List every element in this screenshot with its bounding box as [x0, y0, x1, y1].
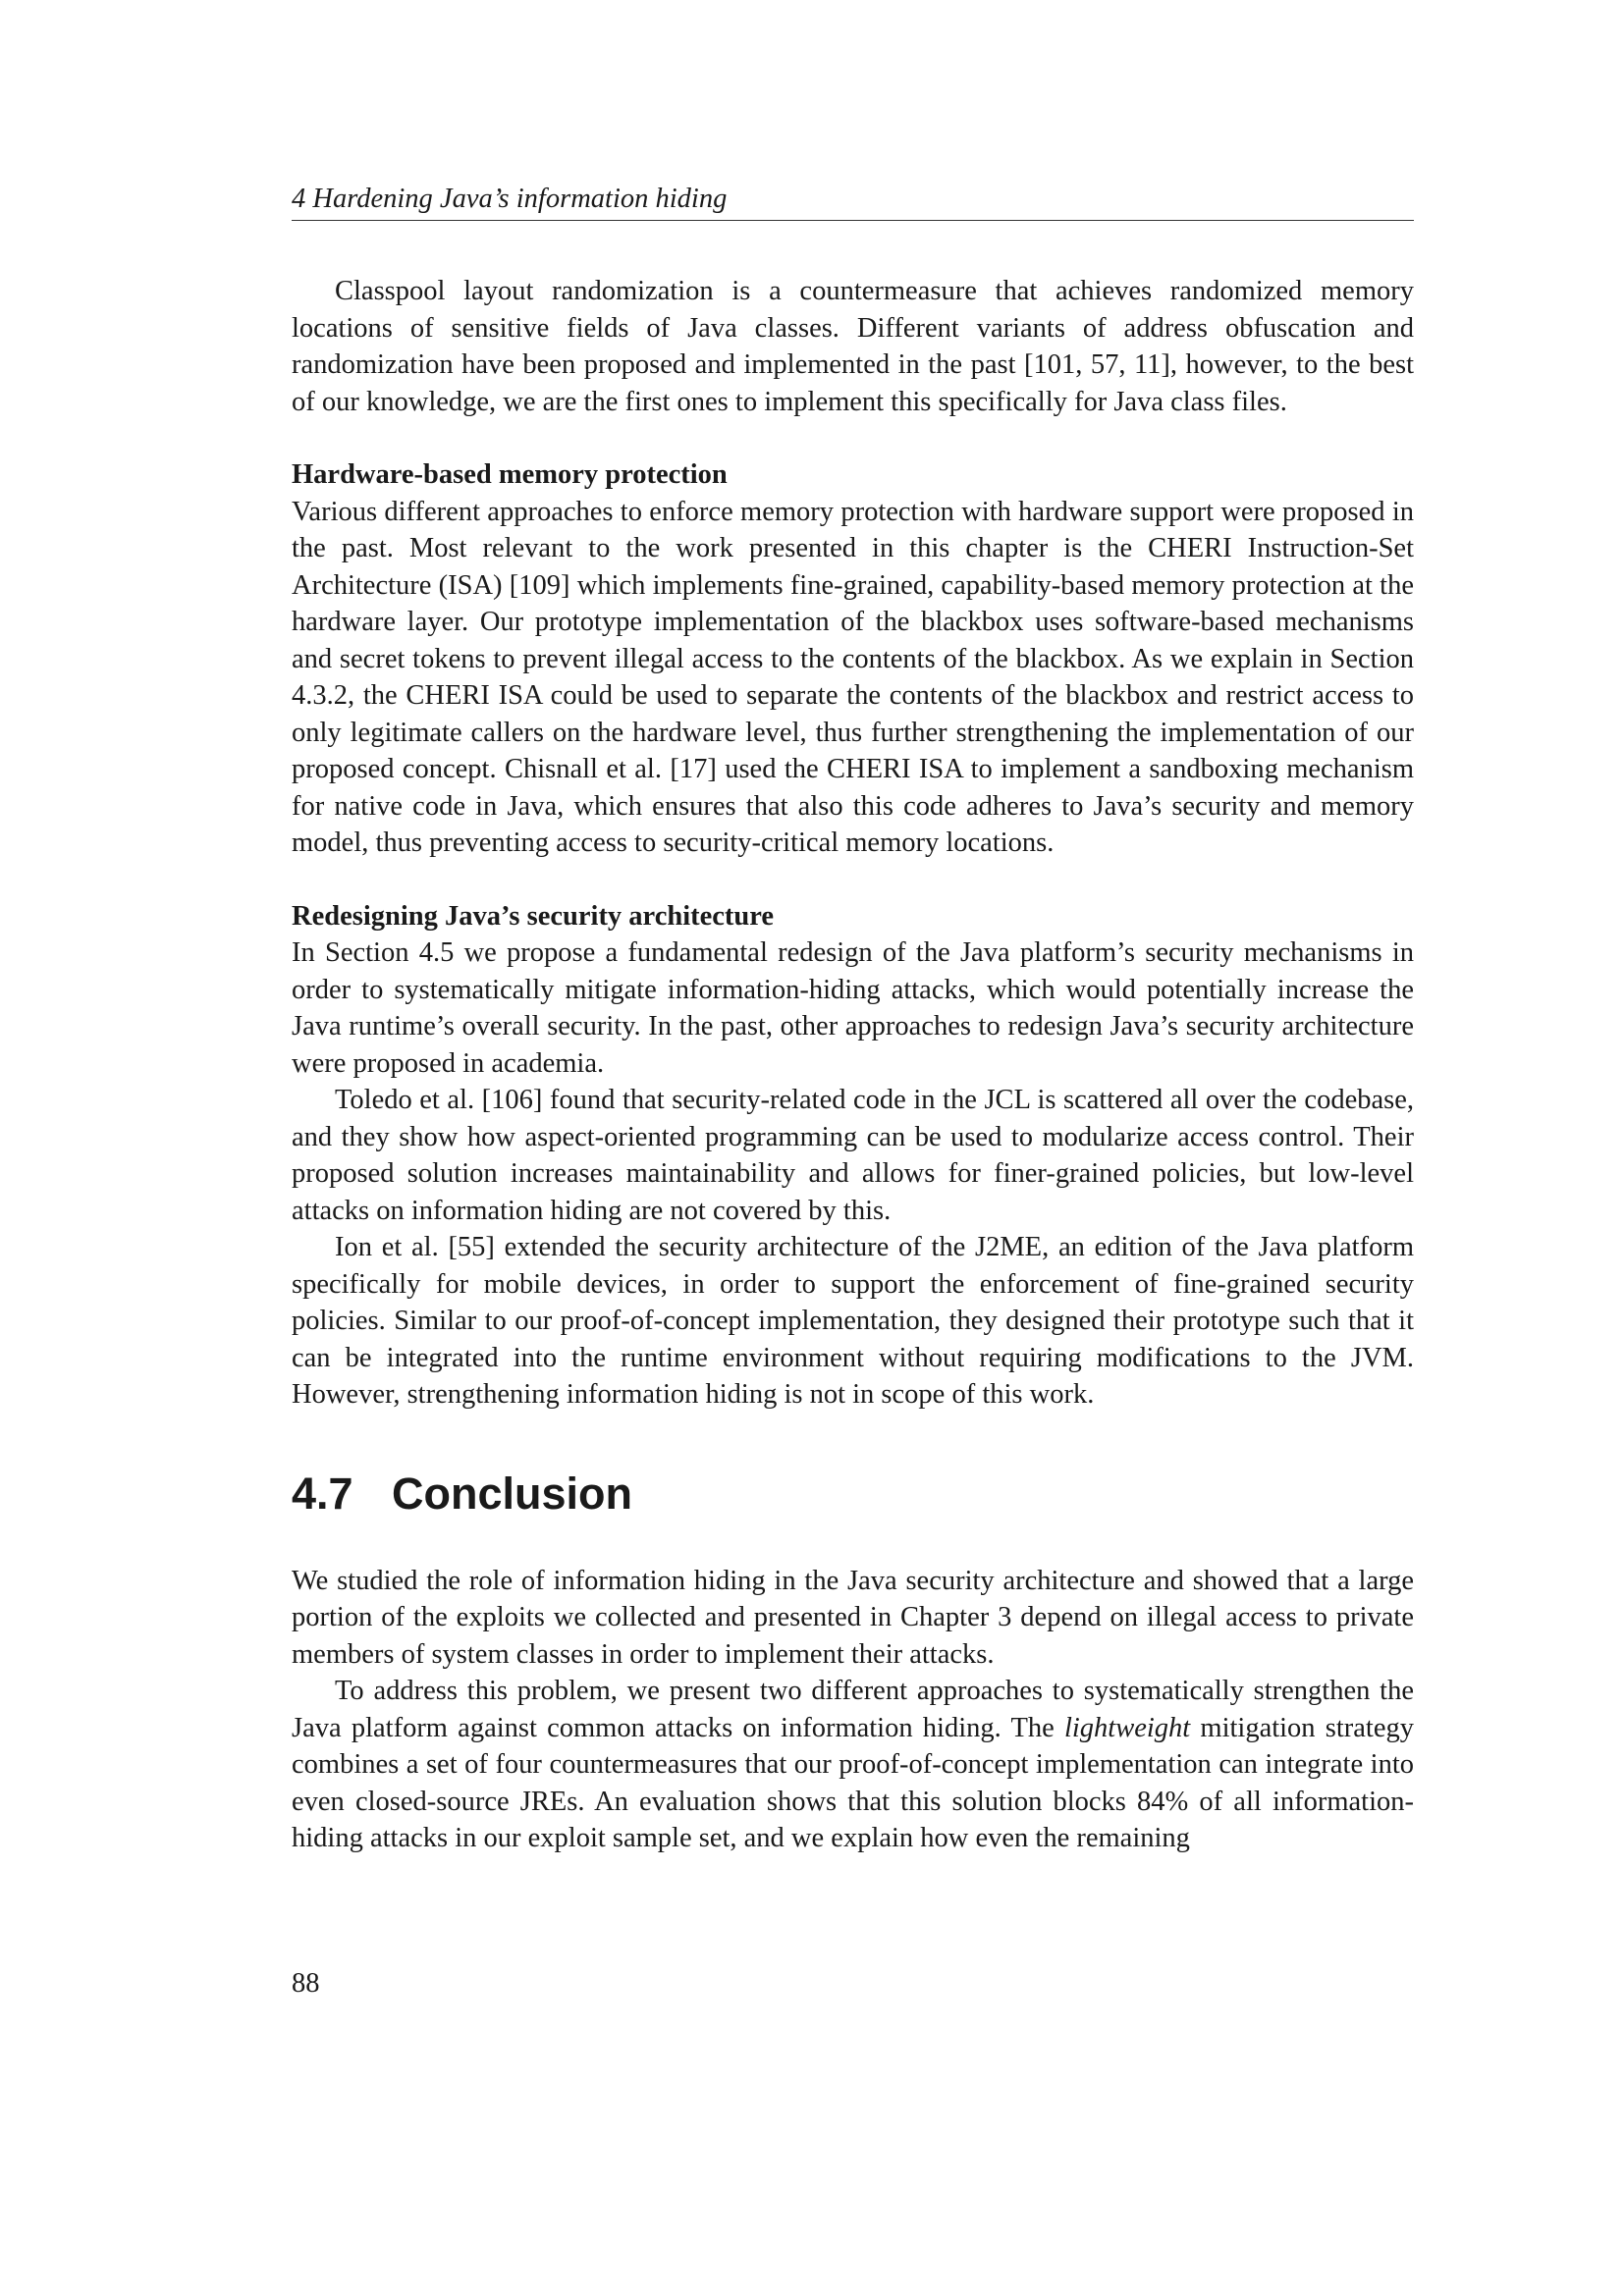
section-number: 4.7	[292, 1468, 353, 1519]
lightweight-emphasis: lightweight	[1063, 1712, 1191, 1743]
redesign-security-section	[292, 898, 1414, 1414]
redesign-paragraph-3: Ion et al. [55] extended the security architecture of the J2ME, an edition of the Java platform specifically for mobile devices, in order to support the enforcement of fine-grained security policies. Similar to our proof-of-concept implementation, they designed their prototype such that it can be integrated into the runtime environment without requiring modifications to the JVM. However, strengthening information hiding is not in scope of this work.	[292, 1232, 1414, 1410]
conclusion-paragraph-1: We studied the role of information hiding in the Java security architecture and showed that a large portion of the exploits we collected and presented in Chapter 3 depend on illegal access to private members of system classes in order to implement their attacks.	[292, 1565, 1414, 1670]
conclusion-text-after-emphasis: mitigation strategy combines a set of four countermeasures that our proof-of-concept implementation can integrate into even closed-source JREs. An evaluation shows that this solution blocks 84% of all information-hiding attacks in our exploit sample set, and we explain how even the remaining	[292, 1712, 1414, 1853]
page-body	[292, 273, 1414, 1857]
redesign-paragraph-2: Toledo et al. [106] found that security-related code in the JCL is scattered all over the codebase, and they show how aspect-oriented programming can be used to modularize access control. Their proposed solution increases maintainability and allows for finer-grained policies, but low-level attacks on information hiding are not covered by this.	[292, 1085, 1414, 1226]
redesign-paragraph-1: In Section 4.5 we propose a fundamental redesign of the Java platform’s security mechanisms in order to systematically mitigate information-hiding attacks, which would potentially increase the Java runtime’s overall security. In the past, other approaches to redesign Java’s security architecture were proposed in academia.	[292, 937, 1414, 1079]
section-title-text: Conclusion	[392, 1468, 632, 1519]
intro-paragraph: Classpool layout randomization is a countermeasure that achieves randomized memory locations of sensitive fields of Java classes. Different variants of address obfuscation and randomization have been proposed and implemented in the past [101, 57, 11], however, to the best of our knowledge, we are the first ones to implement this specifically for Java class files.	[292, 276, 1414, 417]
running-header	[292, 181, 1414, 221]
hardware-memory-protection-section	[292, 456, 1414, 862]
conclusion-text-before-emphasis: To address this problem, we present two different approaches to systematically strengthen the Java platform against common attacks on information hiding. The	[292, 1676, 1414, 1743]
conclusion-paragraph-2	[292, 1673, 1414, 1857]
page-number: 88	[292, 1968, 320, 1999]
conclusion-section-title	[292, 1468, 1414, 1520]
hardware-section-paragraph: Various different approaches to enforce memory protection with hardware support were proposed in the past. Most relevant to the work presented in this chapter is the CHERI Instruction-Set Architecture (ISA) [109] which implements fine-grained, capability-based memory protection at the hardware layer. Our prototype implementation of the blackbox uses software-based mechanisms and secret tokens to prevent illegal access to the contents of the blackbox. As we explain in Section 4.3.2, the CHERI ISA could be used to separate the contents of the blackbox and restrict access to only legitimate callers on the hardware level, thus further strengthening the implementation of our proposed concept. Chisnall et al. [17] used the CHERI ISA to implement a sandboxing mechanism for native code in Java, which ensures that also this code adheres to Java’s security and memory model, thus preventing access to security-critical memory locations.	[292, 496, 1414, 858]
running-title: 4 Hardening Java’s information hiding	[292, 184, 728, 214]
hardware-section-heading: Hardware-based memory protection	[292, 459, 728, 490]
redesign-section-heading: Redesigning Java’s security architecture	[292, 900, 775, 932]
